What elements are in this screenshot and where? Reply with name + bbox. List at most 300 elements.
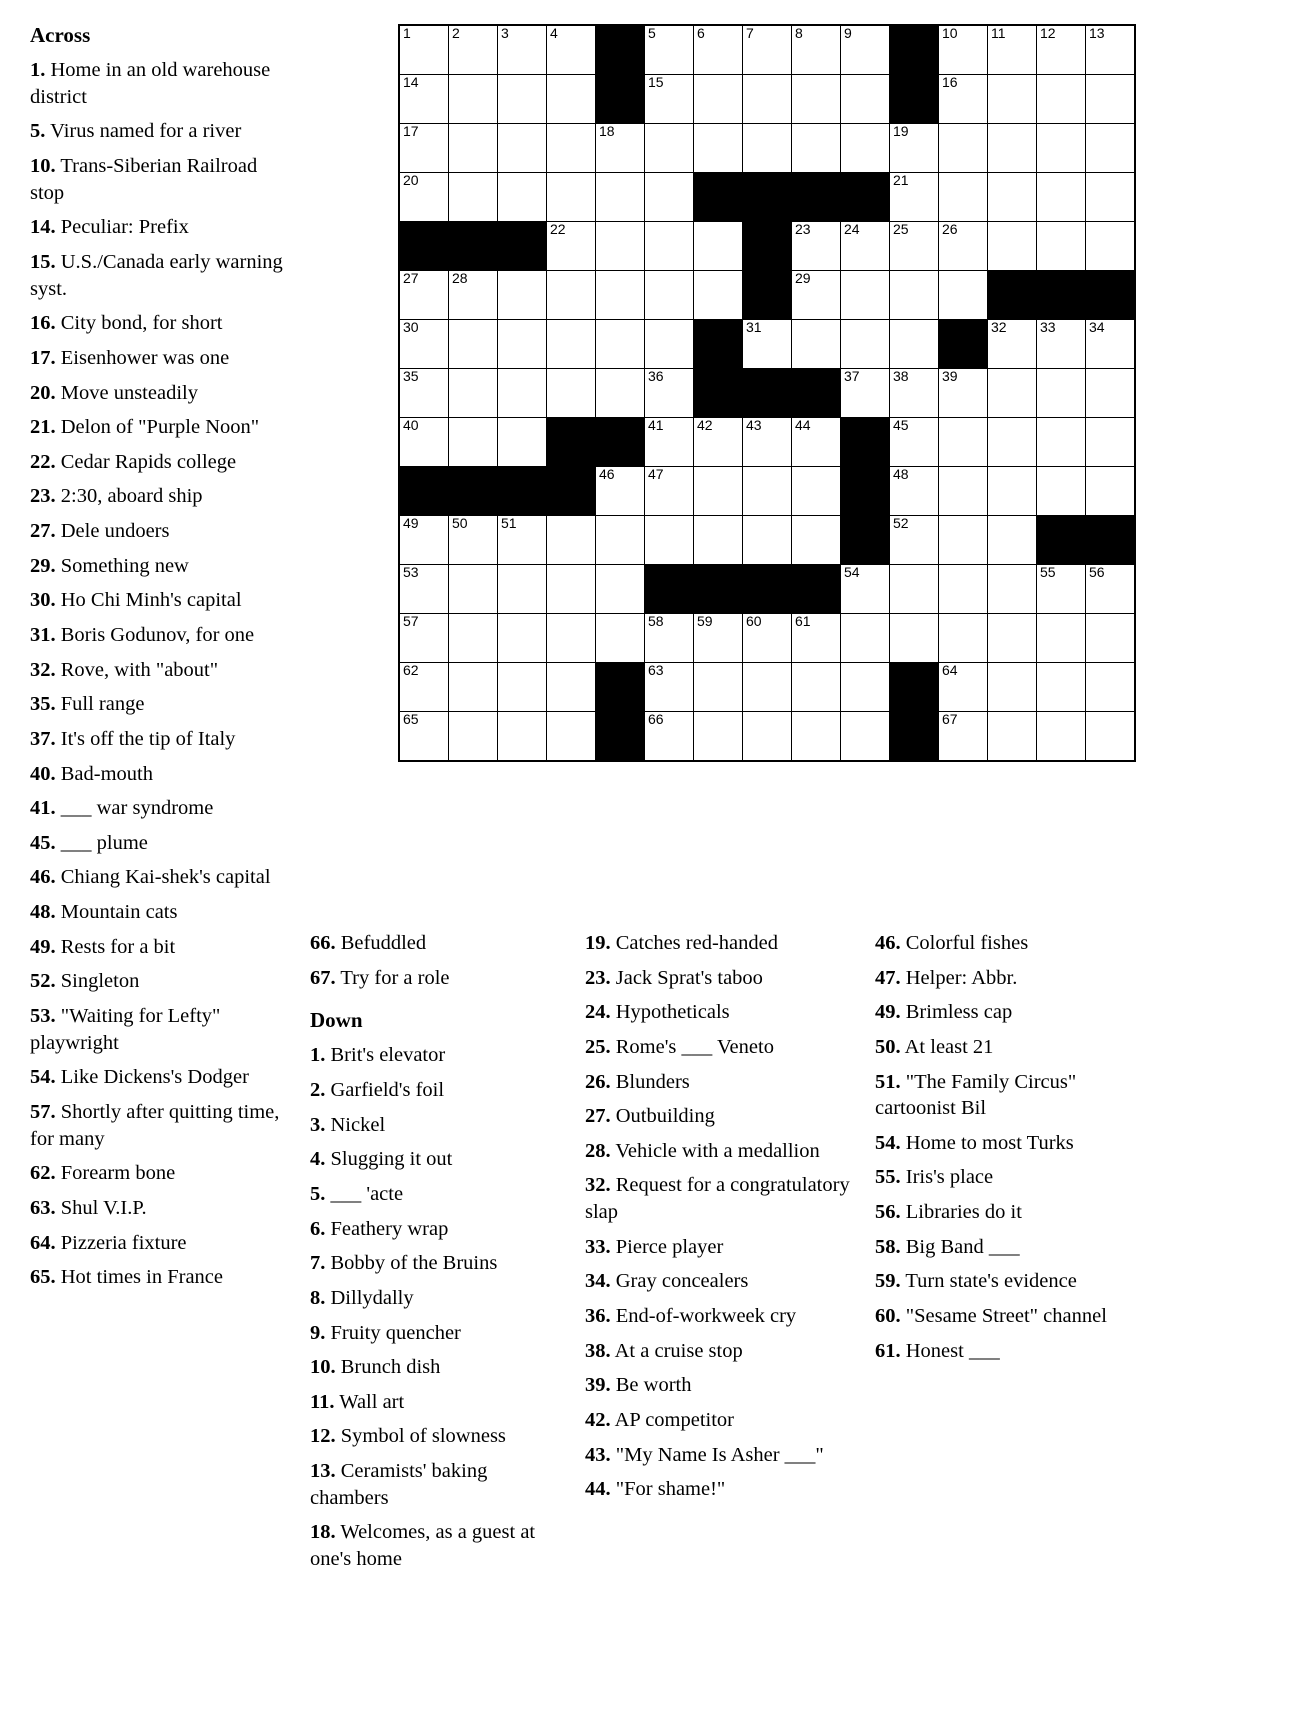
grid-cell[interactable] xyxy=(1086,663,1136,712)
clue-number: 17. xyxy=(30,346,56,369)
grid-cell[interactable] xyxy=(939,663,988,712)
grid-cell[interactable] xyxy=(694,418,743,467)
grid-cell[interactable] xyxy=(988,663,1037,712)
clue-item xyxy=(875,999,1150,1026)
clue-number: 44. xyxy=(585,1478,611,1501)
grid-cell[interactable] xyxy=(988,222,1037,271)
grid-cell[interactable] xyxy=(792,614,841,663)
grid-cell[interactable] xyxy=(988,369,1037,418)
clue-text: Boris Godunov, for one xyxy=(55,623,255,646)
clue-number: 35. xyxy=(30,693,56,716)
grid-cell[interactable] xyxy=(399,124,449,173)
grid-cell-block xyxy=(694,369,743,418)
clue-text: Feathery wrap xyxy=(325,1217,449,1240)
grid-row xyxy=(399,124,1135,173)
clue-item xyxy=(310,1077,565,1104)
grid-cell[interactable] xyxy=(596,222,645,271)
grid-cell[interactable] xyxy=(449,516,498,565)
grid-row xyxy=(399,467,1135,516)
grid-cell[interactable] xyxy=(399,516,449,565)
grid-cell[interactable] xyxy=(1086,369,1136,418)
clue-item xyxy=(30,1264,292,1291)
grid-row xyxy=(399,712,1135,762)
grid-cell[interactable] xyxy=(694,663,743,712)
clue-text: At a cruise stop xyxy=(610,1339,743,1362)
clue-item xyxy=(585,1372,860,1399)
clue-number: 28. xyxy=(585,1139,611,1162)
grid-cell[interactable] xyxy=(645,222,694,271)
grid-cell[interactable] xyxy=(890,614,939,663)
grid-cell[interactable] xyxy=(792,75,841,124)
grid-cell[interactable] xyxy=(939,25,988,75)
grid-cell[interactable] xyxy=(547,271,596,320)
grid-cell[interactable] xyxy=(792,467,841,516)
grid-cell[interactable] xyxy=(743,663,792,712)
clue-number: 12. xyxy=(310,1425,336,1448)
clue-item xyxy=(30,795,292,822)
grid-cell[interactable] xyxy=(890,565,939,614)
clue-text: Honest ___ xyxy=(900,1339,1000,1362)
grid-cell-block xyxy=(890,712,939,762)
grid-cell-number: 47 xyxy=(648,466,664,482)
grid-cell[interactable] xyxy=(1086,173,1136,222)
grid-cell[interactable] xyxy=(1037,320,1086,369)
grid-cell[interactable] xyxy=(841,712,890,762)
grid-cell[interactable] xyxy=(988,173,1037,222)
grid-cell[interactable] xyxy=(645,320,694,369)
grid-cell[interactable] xyxy=(841,75,890,124)
grid-cell[interactable] xyxy=(1037,418,1086,467)
grid-cell[interactable] xyxy=(498,663,547,712)
grid-cell[interactable] xyxy=(792,516,841,565)
grid-cell[interactable] xyxy=(1086,320,1136,369)
grid-cell-number: 66 xyxy=(648,711,664,727)
grid-cell[interactable] xyxy=(694,124,743,173)
grid-cell[interactable] xyxy=(743,418,792,467)
grid-cell[interactable] xyxy=(399,320,449,369)
grid-cell[interactable] xyxy=(988,516,1037,565)
grid-cell[interactable] xyxy=(449,124,498,173)
grid-cell[interactable] xyxy=(596,614,645,663)
grid-cell[interactable] xyxy=(694,614,743,663)
grid-cell[interactable] xyxy=(645,124,694,173)
crossword-grid-table[interactable] xyxy=(398,24,1136,762)
grid-cell[interactable] xyxy=(939,75,988,124)
clue-number: 16. xyxy=(30,312,56,335)
grid-cell[interactable] xyxy=(547,222,596,271)
grid-cell[interactable] xyxy=(399,75,449,124)
grid-cell-number: 56 xyxy=(1089,564,1105,580)
grid-cell[interactable] xyxy=(1086,565,1136,614)
crossword-grid[interactable] xyxy=(398,24,1136,762)
grid-cell[interactable] xyxy=(596,467,645,516)
grid-cell-block xyxy=(1086,271,1136,320)
clue-text: Befuddled xyxy=(335,932,427,954)
grid-cell[interactable] xyxy=(449,614,498,663)
grid-cell[interactable] xyxy=(890,418,939,467)
grid-cell[interactable] xyxy=(890,124,939,173)
clue-text: "The Family Circus" cartoonist Bil xyxy=(875,1070,1077,1120)
grid-cell-number: 39 xyxy=(942,368,958,384)
clue-number: 20. xyxy=(30,381,56,404)
grid-cell-number: 59 xyxy=(697,613,713,629)
clue-column-3 xyxy=(585,930,860,1511)
grid-cell[interactable] xyxy=(694,75,743,124)
grid-cell[interactable] xyxy=(1086,467,1136,516)
grid-cell[interactable] xyxy=(1037,614,1086,663)
clue-item xyxy=(310,1181,565,1208)
grid-cell[interactable] xyxy=(890,369,939,418)
grid-cell-number: 33 xyxy=(1040,319,1056,335)
clue-number: 23. xyxy=(585,966,611,989)
grid-cell[interactable] xyxy=(939,712,988,762)
grid-cell[interactable] xyxy=(988,124,1037,173)
clue-text: Gray concealers xyxy=(610,1270,749,1293)
grid-cell[interactable] xyxy=(890,271,939,320)
grid-cell[interactable] xyxy=(792,25,841,75)
clue-number: 39. xyxy=(585,1374,611,1397)
grid-cell[interactable] xyxy=(645,369,694,418)
clue-number: 48. xyxy=(30,901,56,924)
grid-row xyxy=(399,369,1135,418)
grid-cell[interactable] xyxy=(841,663,890,712)
grid-cell-block xyxy=(596,418,645,467)
grid-cell[interactable] xyxy=(449,271,498,320)
clue-text: Nickel xyxy=(325,1113,386,1136)
grid-cell[interactable] xyxy=(743,712,792,762)
grid-cell[interactable] xyxy=(939,222,988,271)
grid-cell[interactable] xyxy=(596,320,645,369)
grid-cell[interactable] xyxy=(645,614,694,663)
clue-item xyxy=(30,657,292,684)
grid-cell[interactable] xyxy=(792,663,841,712)
grid-cell[interactable] xyxy=(596,369,645,418)
grid-cell[interactable] xyxy=(841,614,890,663)
grid-cell[interactable] xyxy=(939,369,988,418)
grid-cell[interactable] xyxy=(1037,565,1086,614)
grid-cell[interactable] xyxy=(399,369,449,418)
grid-cell[interactable] xyxy=(498,712,547,762)
clue-item xyxy=(875,1234,1150,1261)
grid-row xyxy=(399,222,1135,271)
clue-text: Vehicle with a medallion xyxy=(610,1139,820,1162)
grid-cell[interactable] xyxy=(498,173,547,222)
clue-item xyxy=(875,1164,1150,1191)
grid-cell[interactable] xyxy=(449,75,498,124)
grid-cell[interactable] xyxy=(988,712,1037,762)
grid-cell[interactable] xyxy=(1037,124,1086,173)
grid-cell-number: 2 xyxy=(452,25,460,41)
grid-cell[interactable] xyxy=(399,173,449,222)
grid-cell[interactable] xyxy=(498,124,547,173)
grid-cell[interactable] xyxy=(1037,467,1086,516)
clue-number: 13. xyxy=(310,1460,336,1483)
grid-cell[interactable] xyxy=(939,418,988,467)
grid-cell[interactable] xyxy=(1086,75,1136,124)
grid-cell[interactable] xyxy=(694,467,743,516)
grid-cell[interactable] xyxy=(645,418,694,467)
clue-item xyxy=(30,345,292,372)
grid-cell[interactable] xyxy=(547,75,596,124)
grid-cell[interactable] xyxy=(841,565,890,614)
grid-cell[interactable] xyxy=(694,271,743,320)
clue-column-4 xyxy=(875,930,1150,1372)
clue-item xyxy=(30,153,292,206)
grid-cell[interactable] xyxy=(988,565,1037,614)
grid-cell[interactable] xyxy=(498,614,547,663)
grid-cell[interactable] xyxy=(1086,222,1136,271)
clue-item xyxy=(310,1285,565,1312)
grid-cell[interactable] xyxy=(939,173,988,222)
grid-cell-number: 50 xyxy=(452,515,468,531)
grid-cell[interactable] xyxy=(939,614,988,663)
clue-item xyxy=(875,1069,1150,1122)
clue-text: Home to most Turks xyxy=(900,1131,1074,1154)
grid-cell[interactable] xyxy=(547,369,596,418)
grid-cell[interactable] xyxy=(547,565,596,614)
clue-text: Dele undoers xyxy=(55,520,170,543)
grid-cell[interactable] xyxy=(890,467,939,516)
grid-cell[interactable] xyxy=(988,614,1037,663)
grid-cell[interactable] xyxy=(449,565,498,614)
grid-cell[interactable] xyxy=(645,25,694,75)
grid-cell[interactable] xyxy=(694,516,743,565)
grid-cell[interactable] xyxy=(645,663,694,712)
clue-number: 26. xyxy=(585,1070,611,1093)
grid-cell[interactable] xyxy=(547,614,596,663)
grid-cell-number: 43 xyxy=(746,417,762,433)
grid-cell[interactable] xyxy=(792,271,841,320)
grid-cell[interactable] xyxy=(596,173,645,222)
grid-cell[interactable] xyxy=(449,418,498,467)
grid-row xyxy=(399,565,1135,614)
grid-cell[interactable] xyxy=(743,467,792,516)
clue-text: Jack Sprat's taboo xyxy=(610,966,763,989)
clue-number: 5. xyxy=(310,1182,326,1205)
grid-cell[interactable] xyxy=(890,222,939,271)
grid-cell[interactable] xyxy=(939,124,988,173)
grid-cell[interactable] xyxy=(1037,173,1086,222)
grid-cell[interactable] xyxy=(645,271,694,320)
clue-text: Brimless cap xyxy=(900,1001,1013,1024)
grid-cell[interactable] xyxy=(1037,712,1086,762)
grid-cell[interactable] xyxy=(596,516,645,565)
grid-cell-number: 41 xyxy=(648,417,664,433)
grid-cell[interactable] xyxy=(988,75,1037,124)
grid-cell[interactable] xyxy=(841,124,890,173)
grid-cell-number: 27 xyxy=(403,270,419,286)
grid-cell[interactable] xyxy=(547,320,596,369)
clue-item xyxy=(585,1103,860,1130)
clue-text: Dillydally xyxy=(325,1286,414,1309)
clue-number: 23. xyxy=(30,485,56,508)
grid-cell[interactable] xyxy=(1037,222,1086,271)
clue-number: 5. xyxy=(30,120,46,143)
clue-item xyxy=(585,1234,860,1261)
grid-cell[interactable] xyxy=(449,369,498,418)
grid-cell[interactable] xyxy=(988,320,1037,369)
across-clue-column-1 xyxy=(30,24,292,1299)
grid-cell-number: 46 xyxy=(599,466,615,482)
grid-cell[interactable] xyxy=(743,320,792,369)
clue-number: 46. xyxy=(875,932,901,954)
grid-cell[interactable] xyxy=(743,75,792,124)
grid-cell[interactable] xyxy=(1086,614,1136,663)
clue-text: Symbol of slowness xyxy=(335,1425,506,1448)
clue-text: Bobby of the Bruins xyxy=(325,1252,498,1275)
grid-cell[interactable] xyxy=(841,369,890,418)
clue-text: Rome's ___ Veneto xyxy=(610,1035,774,1058)
grid-cell[interactable] xyxy=(449,663,498,712)
clue-item xyxy=(310,1042,565,1069)
clue-text: City bond, for short xyxy=(55,312,223,335)
grid-cell[interactable] xyxy=(645,516,694,565)
grid-row xyxy=(399,516,1135,565)
grid-cell[interactable] xyxy=(939,271,988,320)
grid-cell[interactable] xyxy=(1037,663,1086,712)
clue-text: Cedar Rapids college xyxy=(55,450,237,473)
grid-cell[interactable] xyxy=(449,320,498,369)
grid-cell-number: 37 xyxy=(844,368,860,384)
grid-cell[interactable] xyxy=(939,516,988,565)
grid-cell[interactable] xyxy=(596,565,645,614)
grid-cell-number: 20 xyxy=(403,172,419,188)
grid-cell-block xyxy=(645,565,694,614)
grid-cell[interactable] xyxy=(498,25,547,75)
grid-cell[interactable] xyxy=(792,712,841,762)
grid-cell[interactable] xyxy=(399,25,449,75)
grid-cell[interactable] xyxy=(547,124,596,173)
grid-cell[interactable] xyxy=(694,222,743,271)
clue-text: Rests for a bit xyxy=(55,935,176,958)
clue-item xyxy=(585,1172,860,1225)
grid-cell[interactable] xyxy=(498,418,547,467)
grid-cell[interactable] xyxy=(939,565,988,614)
grid-cell[interactable] xyxy=(498,75,547,124)
clue-text: Full range xyxy=(55,693,145,716)
grid-cell[interactable] xyxy=(694,712,743,762)
grid-cell[interactable] xyxy=(694,25,743,75)
grid-cell-number: 40 xyxy=(403,417,419,433)
grid-cell[interactable] xyxy=(841,320,890,369)
grid-cell[interactable] xyxy=(645,467,694,516)
grid-cell-block xyxy=(743,173,792,222)
grid-cell[interactable] xyxy=(792,124,841,173)
grid-row xyxy=(399,173,1135,222)
grid-cell-number: 13 xyxy=(1089,25,1105,41)
grid-cell-number: 4 xyxy=(550,25,558,41)
clue-item xyxy=(310,1423,565,1450)
clue-item xyxy=(875,1034,1150,1061)
grid-cell[interactable] xyxy=(449,25,498,75)
grid-cell[interactable] xyxy=(498,320,547,369)
grid-cell[interactable] xyxy=(841,25,890,75)
clue-number: 27. xyxy=(585,1105,611,1128)
grid-cell[interactable] xyxy=(841,222,890,271)
clue-number: 66. xyxy=(310,932,336,954)
clue-text: Mountain cats xyxy=(55,901,178,924)
clue-text: Hypotheticals xyxy=(610,1001,730,1024)
clue-item xyxy=(585,965,860,992)
grid-cell[interactable] xyxy=(988,467,1037,516)
grid-cell[interactable] xyxy=(449,712,498,762)
grid-cell[interactable] xyxy=(792,320,841,369)
across-clue-list-1 xyxy=(30,57,292,1291)
grid-cell[interactable] xyxy=(645,75,694,124)
grid-cell[interactable] xyxy=(399,418,449,467)
grid-cell[interactable] xyxy=(792,418,841,467)
grid-cell[interactable] xyxy=(1086,712,1136,762)
grid-cell[interactable] xyxy=(939,467,988,516)
grid-cell[interactable] xyxy=(890,320,939,369)
clue-number: 31. xyxy=(30,623,56,646)
grid-cell-number: 26 xyxy=(942,221,958,237)
grid-cell[interactable] xyxy=(547,25,596,75)
grid-cell[interactable] xyxy=(547,663,596,712)
grid-cell[interactable] xyxy=(449,173,498,222)
grid-cell[interactable] xyxy=(1037,369,1086,418)
clue-item xyxy=(30,934,292,961)
grid-cell[interactable] xyxy=(498,516,547,565)
grid-cell[interactable] xyxy=(1037,75,1086,124)
grid-cell[interactable] xyxy=(743,25,792,75)
grid-cell[interactable] xyxy=(399,663,449,712)
grid-cell[interactable] xyxy=(988,418,1037,467)
clue-text: Rove, with "about" xyxy=(55,658,219,681)
grid-cell-number: 44 xyxy=(795,417,811,433)
clue-item xyxy=(585,1442,860,1469)
grid-row xyxy=(399,614,1135,663)
grid-cell[interactable] xyxy=(743,124,792,173)
grid-cell[interactable] xyxy=(399,271,449,320)
grid-cell[interactable] xyxy=(498,369,547,418)
grid-cell[interactable] xyxy=(596,271,645,320)
grid-cell[interactable] xyxy=(1086,418,1136,467)
grid-cell[interactable] xyxy=(743,516,792,565)
clue-item xyxy=(310,1216,565,1243)
grid-cell[interactable] xyxy=(547,173,596,222)
grid-cell[interactable] xyxy=(890,516,939,565)
grid-cell[interactable] xyxy=(1086,25,1136,75)
clue-number: 37. xyxy=(30,727,56,750)
grid-cell[interactable] xyxy=(890,173,939,222)
grid-cell[interactable] xyxy=(547,712,596,762)
grid-cell[interactable] xyxy=(1037,25,1086,75)
clue-item xyxy=(585,1069,860,1096)
grid-cell[interactable] xyxy=(841,271,890,320)
grid-cell[interactable] xyxy=(988,25,1037,75)
grid-cell[interactable] xyxy=(792,222,841,271)
clue-number: 49. xyxy=(30,935,56,958)
grid-cell[interactable] xyxy=(743,614,792,663)
grid-cell-number: 36 xyxy=(648,368,664,384)
clue-column-2 xyxy=(310,930,565,1581)
grid-cell[interactable] xyxy=(645,173,694,222)
grid-cell[interactable] xyxy=(547,516,596,565)
grid-cell[interactable] xyxy=(399,614,449,663)
clue-item xyxy=(310,1519,565,1572)
grid-cell-block xyxy=(498,467,547,516)
grid-cell[interactable] xyxy=(596,124,645,173)
grid-cell[interactable] xyxy=(498,271,547,320)
grid-cell[interactable] xyxy=(1086,124,1136,173)
clue-number: 19. xyxy=(585,932,611,954)
clue-number: 8. xyxy=(310,1286,326,1309)
grid-cell[interactable] xyxy=(498,565,547,614)
grid-cell[interactable] xyxy=(399,565,449,614)
grid-cell[interactable] xyxy=(645,712,694,762)
grid-cell[interactable] xyxy=(399,712,449,762)
